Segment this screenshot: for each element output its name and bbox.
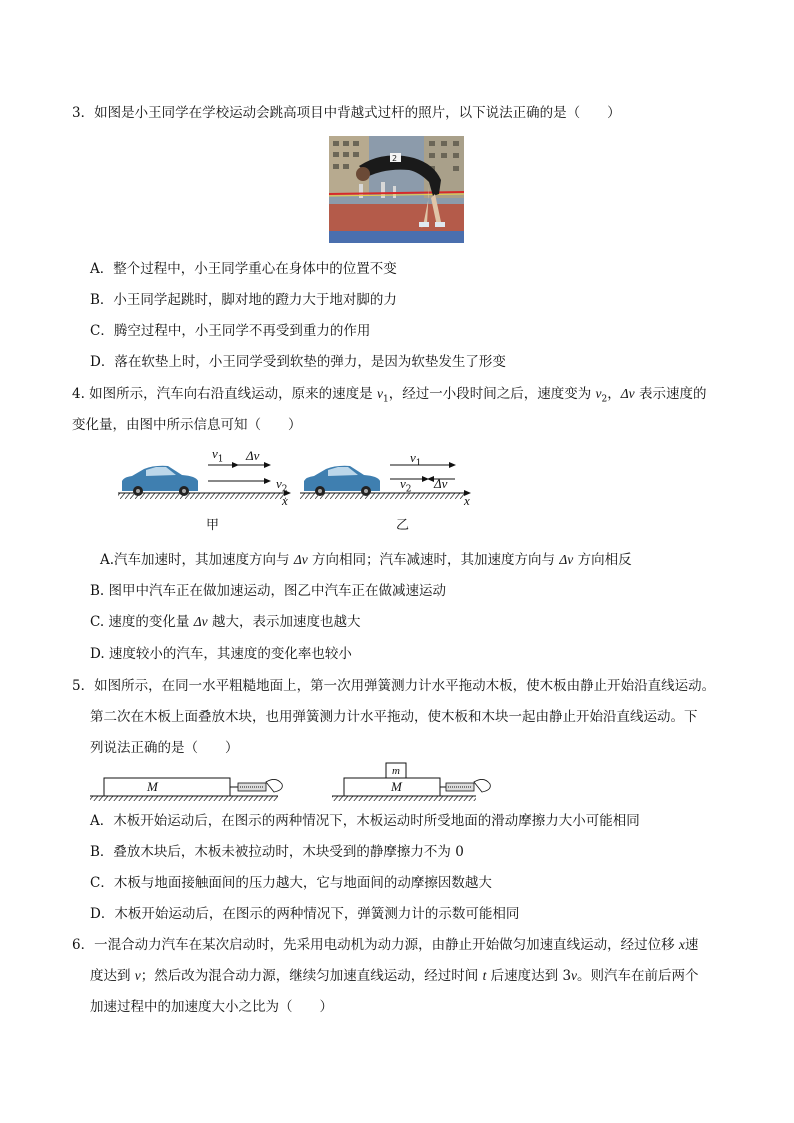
q3-option-a: A．整个过程中，小王同学重心在身体中的位置不变: [90, 261, 397, 277]
q4-car-diagram: [110, 445, 490, 515]
q4-stem: 4. 如图所示，汽车向右沿直线运动，原来的速度是 $v_1$，经过一小段时间之后，速度变为 $v_2$，Δv 表示速度的: [72, 386, 707, 405]
label-m: m: [392, 765, 400, 777]
q5-option-b: B．叠放木块后，木板未被拉动时，木块受到的静摩擦力不为 0: [90, 844, 464, 860]
q4-option-d: D. 速度较小的汽车，其速度的变化率也较小: [90, 646, 352, 662]
spring-scale-icon: [446, 779, 490, 792]
car-icon: [122, 466, 198, 496]
car-icon: [304, 466, 380, 496]
label-dv-yi: Δv: [434, 476, 448, 491]
q5-stem-line1: 5．如图所示，在同一水平粗糙地面上，第一次用弹簧测力计水平拖动木板，使木板由静止开始沿直线运动。: [72, 678, 716, 694]
q4-stem-cont: 变化量，由图中所示信息可知（ ）: [72, 417, 302, 433]
label-v1-yi: $v_1$: [410, 450, 422, 469]
q4-option-b: B. 图甲中汽车正在做加速运动，图乙中汽车正在做减速运动: [90, 583, 447, 599]
label-dv-jia: Δv: [246, 448, 260, 463]
q5-stem-line2: 第二次在木板上面叠放木块，也用弹簧测力计水平拖动，使木板和木块一起由静止开始沿直线运动。下: [90, 709, 698, 725]
q3-option-d: D．落在软垫上时，小王同学受到软垫的弹力，是因为软垫发生了形变: [90, 354, 506, 370]
q3-option-b: B．小王同学起跳时，脚对地的蹬力大于地对脚的力: [90, 292, 397, 308]
q5-stem-line3: 列说法正确的是（ ）: [90, 740, 239, 756]
spring-scale-icon: [238, 779, 282, 792]
q6-stem-line3: 加速过程中的加速度大小之比为（ ）: [90, 999, 333, 1015]
q4-option-c: C. 速度的变化量 Δv 越大，表示加速度也越大: [90, 614, 361, 630]
q5-option-c: C．木板与地面接触面间的压力越大，它与地面间的动摩擦因数越大: [90, 875, 492, 891]
label-v1-jia: $v_1$: [212, 446, 224, 465]
q5-option-a: A．木板开始运动后，在图示的两种情况下，木板运动时所受地面的滑动摩擦力大小可能相同: [90, 813, 640, 829]
label-M-right: M: [391, 779, 402, 794]
label-v2-jia: $v_2$: [276, 476, 288, 495]
high-jump-photo: [329, 136, 464, 243]
q5-option-d: D．木板开始运动后，在图示的两种情况下，弹簧测力计的示数可能相同: [90, 906, 520, 922]
q6-stem-line1: 6．一混合动力汽车在某次启动时，先采用电动机为动力源，由静止开始做匀加速直线运动，经过位移 x速: [72, 937, 699, 953]
label-x-yi: x: [464, 493, 470, 508]
label-jia: 甲: [206, 518, 220, 533]
label-yi: 乙: [396, 518, 410, 533]
bib-number: 2: [392, 154, 398, 163]
label-x-jia: x: [282, 493, 288, 508]
q4-option-a: A.汽车加速时，其加速度方向与 Δv 方向相同；汽车减速时，其加速度方向与 Δv 方向相反: [100, 552, 632, 568]
q3-stem: 3．如图是小王同学在学校运动会跳高项目中背越式过杆的照片，以下说法正确的是（ ）: [72, 105, 621, 121]
label-M-left: M: [147, 779, 158, 794]
q3-option-c: C．腾空过程中，小王同学不再受到重力的作用: [90, 323, 371, 339]
q6-stem-line2: 度达到 v；然后改为混合动力源，继续匀加速直线运动，经过时间 t 后速度达到 3v。则汽车在前后两个: [90, 968, 699, 984]
label-v2-yi: $v_2$: [400, 476, 412, 495]
